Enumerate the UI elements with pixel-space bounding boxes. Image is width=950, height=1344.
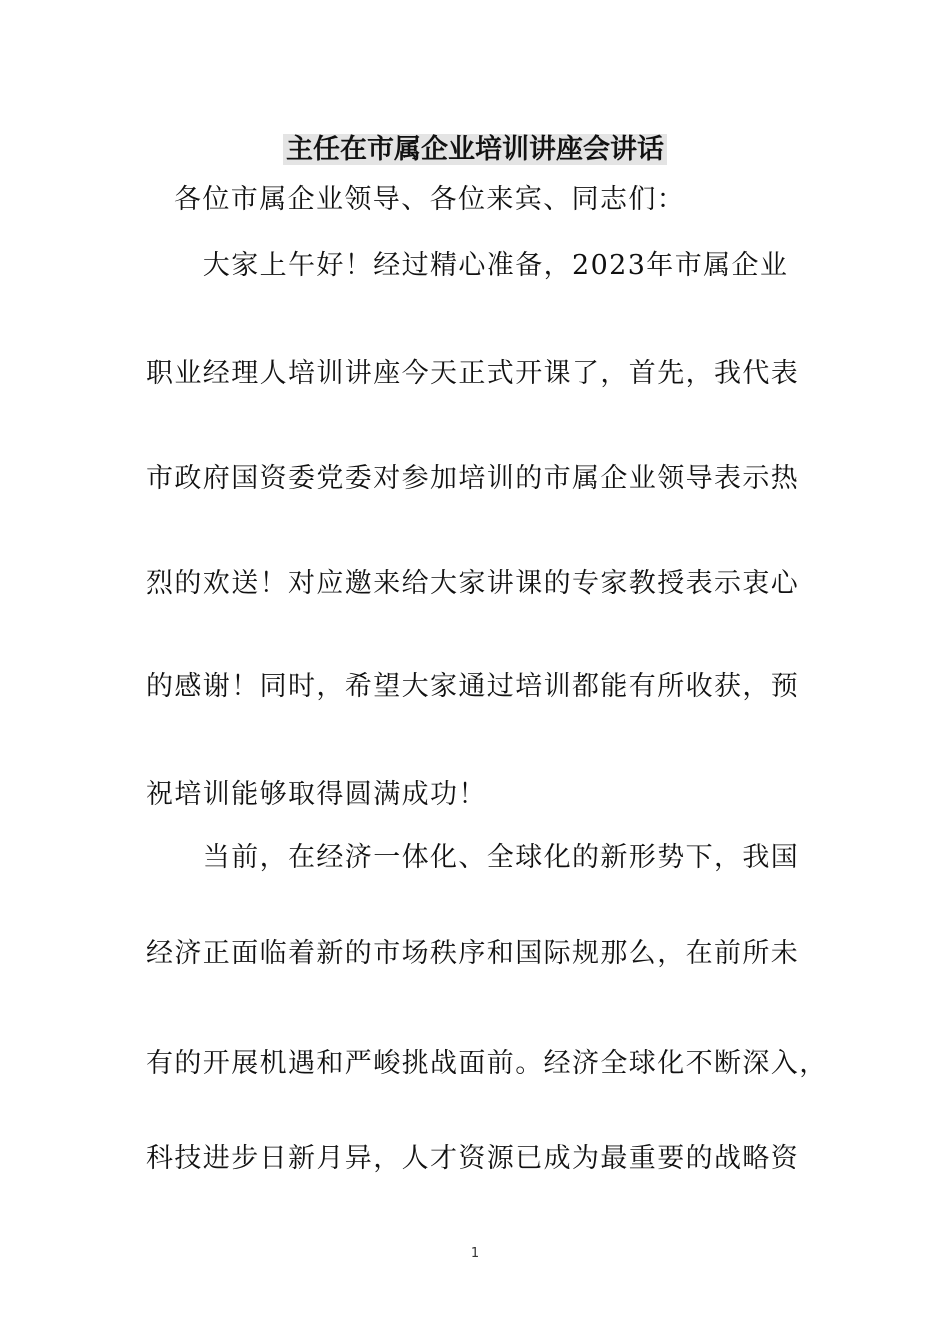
body-line: 经济正面临着新的市场秩序和国际规那么，在前所未 bbox=[146, 938, 800, 969]
body-line: 烈的欢送！对应邀来给大家讲课的专家教授表示衷心 bbox=[146, 568, 800, 599]
document-title-text: 主任在市属企业培训讲座会讲话 bbox=[283, 134, 667, 165]
document-title bbox=[0, 131, 950, 169]
body-line: 当前，在经济一体化、全球化的新形势下，我国 bbox=[146, 842, 800, 873]
body-line: 大家上午好！经过精心准备，2023年市属企业 bbox=[146, 250, 789, 281]
body-line: 的感谢！同时，希望大家通过培训都能有所收获，预 bbox=[146, 671, 800, 702]
body-line: 科技进步日新月异，人才资源已成为最重要的战略资 bbox=[146, 1143, 800, 1174]
body-line: 祝培训能够取得圆满成功！ bbox=[146, 779, 487, 810]
body-line: 有的开展机遇和严峻挑战面前。经济全球化不断深入， bbox=[146, 1048, 828, 1079]
body-line: 市政府国资委党委对参加培训的市属企业领导表示热 bbox=[146, 463, 800, 494]
page-number: 1 bbox=[470, 1246, 480, 1261]
greeting-line: 各位市属企业领导、各位来宾、同志们： bbox=[174, 184, 686, 215]
body-line: 职业经理人培训讲座今天正式开课了，首先，我代表 bbox=[146, 358, 800, 389]
